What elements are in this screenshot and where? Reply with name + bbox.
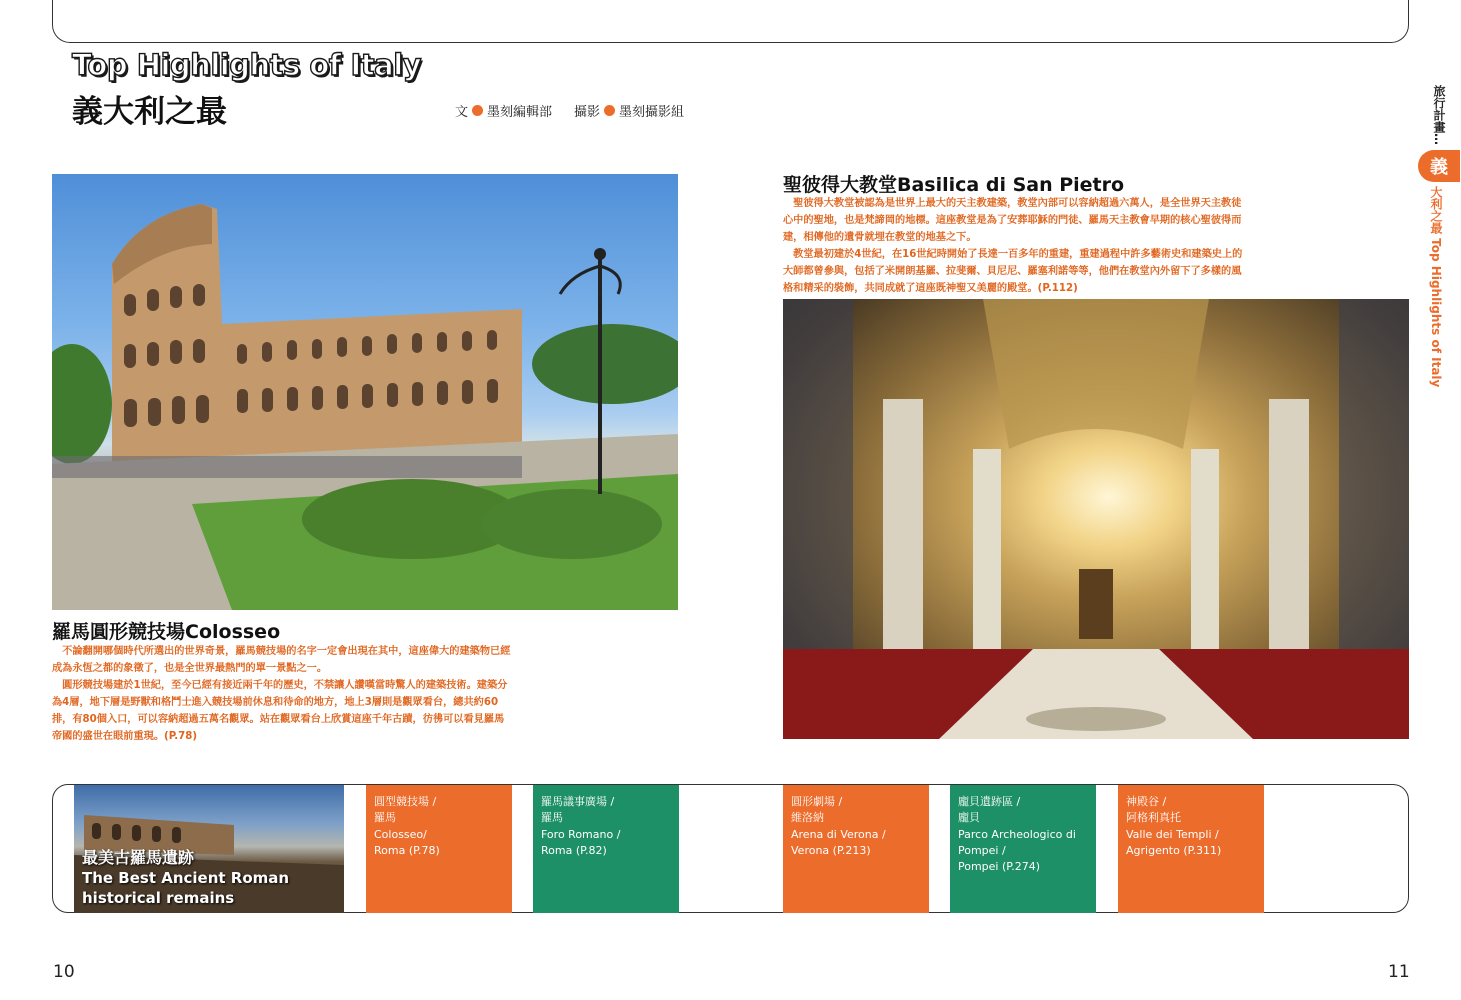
tile-line: 龐貝遺跡區 /: [958, 795, 1021, 808]
tile-line: Pompei (P.274): [958, 860, 1040, 874]
page-number-right: 11: [1388, 962, 1410, 982]
side-tab-section: 旅行計畫…: [1432, 85, 1446, 145]
tile-line: Foro Romano /: [541, 827, 621, 841]
tile-line: 龐貝: [958, 811, 980, 825]
tile-line: 羅馬: [541, 811, 563, 825]
side-tab-badge: 義: [1418, 150, 1460, 182]
tile-colosseo: [366, 785, 512, 913]
orange-dot-icon: [604, 105, 615, 116]
page-title-english: Top Highlights of Italy: [72, 48, 422, 82]
colosseum-paragraph-1: 不論翻開哪個時代所選出的世界奇景，羅馬競技場的名字一定會出現在其中，這座偉大的建築物已經成為永恆之都的象徵了，也是全世界最熱門的單一景點之一。: [52, 646, 511, 674]
tile-line: Agrigento (P.311): [1126, 843, 1222, 857]
strip-title-chinese: 最美古羅馬遺跡: [82, 848, 195, 867]
tile-foro-romano: [533, 785, 679, 913]
tile-arena-di-verona: [783, 785, 929, 913]
credits: [455, 101, 684, 120]
tile-line: 圓型競技場 /: [374, 795, 437, 808]
credit-photo-label: 攝影: [574, 105, 601, 120]
credit-text-name: 墨刻編輯部: [487, 105, 553, 120]
basilica-photo: [783, 299, 1409, 739]
tile-line: Roma (P.78): [374, 843, 440, 857]
tile-line: Parco Archeologico di: [958, 827, 1076, 841]
basilica-paragraph-2: 教堂最初建於4世紀，在16世紀時開始了長達一百多年的重建，重建過程中許多藝術史和建築史上的大師都曾參與，包括了米開朗基羅、拉斐爾、貝尼尼、羅塞利諾等等，他們在教堂內外留下了多樣的風格和精采的裝飾，共同成就了這座既神聖又美麗的殿堂。(P.112): [783, 249, 1243, 294]
credit-text-label: 文: [455, 105, 469, 120]
strip-title-english-1: The Best Ancient Roman: [82, 869, 290, 887]
tile-line: Pompei /: [958, 843, 1006, 857]
basilica-illustration: [783, 299, 1409, 739]
top-frame: [52, 0, 1409, 43]
colosseum-illustration: [52, 174, 678, 610]
strip-title-english-2: historical remains: [82, 889, 235, 907]
tile-line: Valle dei Templi /: [1126, 827, 1219, 841]
tile-line: Verona (P.213): [791, 843, 871, 857]
page-title-chinese: 義大利之最: [72, 94, 227, 130]
strip-title: [82, 848, 289, 908]
credit-photo-name: 墨刻攝影組: [619, 105, 685, 120]
tile-line: 羅馬議事廣場 /: [541, 795, 615, 808]
tile-line: Roma (P.82): [541, 843, 607, 857]
side-tab-title: 大利之最 Top Highlights of Italy: [1429, 186, 1443, 388]
colosseum-paragraph-2: 圓形競技場建於1世紀，至今已經有接近兩千年的歷史，不禁讓人讚嘆當時驚人的建築技術。建築分為4層，地下層是野獸和格鬥士進入競技場前休息和待命的地方，地上3層則是觀眾看台，總共約60排，有80個入口，可以容納超過五萬名觀眾。站在觀眾看台上欣賞這座千年古蹟，彷彿可以看見羅馬帝國的盛世在眼前重現。(P.78): [52, 680, 508, 742]
tile-line: 神殿谷 /: [1126, 795, 1167, 808]
tile-pompei: [950, 785, 1096, 913]
colosseum-photo: [52, 174, 678, 610]
basilica-paragraph-1: 聖彼得大教堂被認為是世界上最大的天主教建築，教堂內部可以容納超過六萬人，是全世界天主教徒心中的聖地，也是梵諦岡的地標。這座教堂是為了安葬耶穌的門徒、羅馬天主教會早期的核心聖彼得而建，相傳他的遺骨就埋在教堂的地基之下。: [783, 198, 1242, 243]
tile-line: Colosseo/: [374, 827, 427, 841]
tile-line: 圓形劇場 /: [791, 795, 843, 808]
tile-valle-dei-templi: [1118, 785, 1264, 913]
basilica-heading: 聖彼得大教堂Basilica di San Pietro: [783, 174, 1125, 196]
orange-dot-icon: [472, 105, 483, 116]
page-number-left: 10: [53, 962, 75, 982]
tile-line: 阿格利真托: [1126, 811, 1181, 825]
tile-line: 羅馬: [374, 811, 396, 825]
colosseum-heading: 羅馬圓形競技場Colosseo: [52, 621, 281, 643]
tile-line: 維洛納: [791, 811, 824, 825]
tile-line: Arena di Verona /: [791, 827, 886, 841]
